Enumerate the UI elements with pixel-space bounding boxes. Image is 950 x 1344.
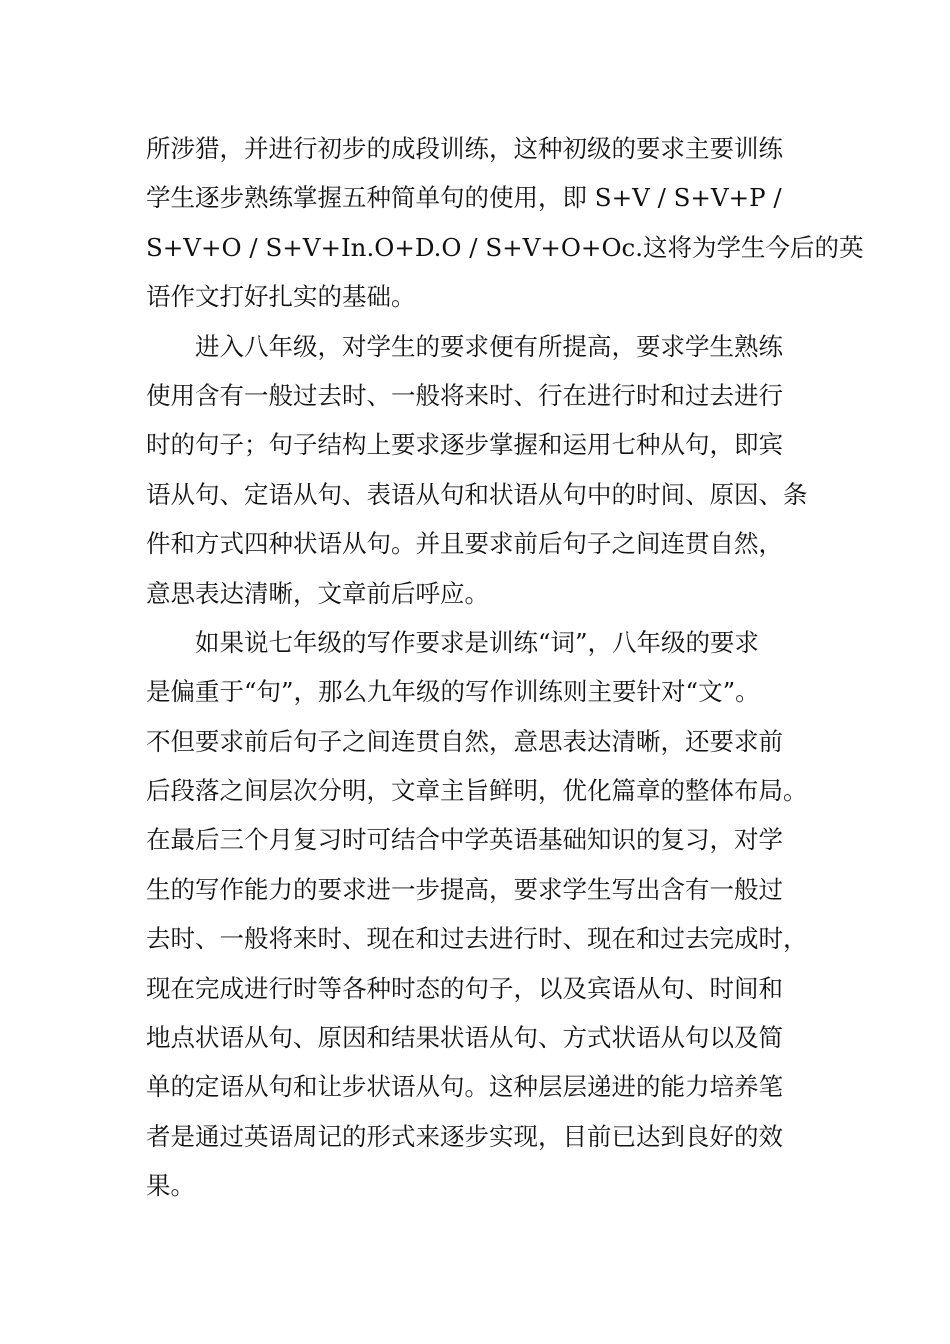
text-line: 语作文打好扎实的基础。 — [146, 282, 416, 312]
text-line: 后段落之间层次分明，文章主旨鲜明，优化篇章的整体布局。 — [146, 776, 808, 806]
paragraph-1 — [146, 124, 864, 322]
text-line: 学生逐步熟练掌握五种简单句的使用，即 S+V / S+V+P / — [146, 183, 782, 213]
text-line: 语从句、定语从句、表语从句和状语从句中的时间、原因、条 — [146, 479, 808, 509]
text-line: 生的写作能力的要求进一步提高，要求学生写出含有一般过 — [146, 874, 783, 904]
text-line: 者是通过英语周记的形式来逐步实现，目前已达到良好的效 — [146, 1121, 783, 1151]
text-line: 不但要求前后句子之间连贯自然，意思表达清晰，还要求前 — [146, 726, 783, 756]
text-line: 使用含有一般过去时、一般将来时、行在进行时和过去进行 — [146, 380, 783, 410]
text-line: 现在完成进行时等各种时态的句子，以及宾语从句、时间和 — [146, 973, 783, 1003]
text-line: 进入八年级，对学生的要求便有所提高，要求学生熟练 — [195, 331, 783, 361]
body-text — [146, 124, 864, 1211]
text-line: 去时、一般将来时、现在和过去进行时、现在和过去完成时， — [146, 924, 808, 954]
text-line: 地点状语从句、原因和结果状语从句、方式状语从句以及简 — [146, 1023, 783, 1053]
text-line: 是偏重于“句”，那么九年级的写作训练则主要针对“文”。 — [146, 677, 760, 707]
text-line: 所涉猎，并进行初步的成段训练，这种初级的要求主要训练 — [146, 134, 783, 163]
text-line: 单的定语从句和让步状语从句。这种层层递进的能力培养笔 — [146, 1072, 783, 1102]
text-line: 时的句子；句子结构上要求逐步掌握和运用七种从句，即宾 — [146, 430, 783, 460]
text-line: 件和方式四种状语从句。并且要求前后句子之间连贯自然， — [146, 529, 783, 559]
paragraph-3 — [146, 618, 816, 1211]
text-line: 如果说七年级的写作要求是训练“词”，八年级的要求 — [195, 627, 760, 657]
text-line: 在最后三个月复习时可结合中学英语基础知识的复习，对学 — [146, 825, 783, 855]
text-line: 果。 — [146, 1171, 195, 1201]
text-line: S+V+O / S+V+In.O+D.O / S+V+O+Oc.这将为学生今后的英 — [146, 232, 864, 262]
text-line: 意思表达清晰，文章前后呼应。 — [146, 578, 489, 608]
paragraph-2 — [146, 322, 816, 618]
